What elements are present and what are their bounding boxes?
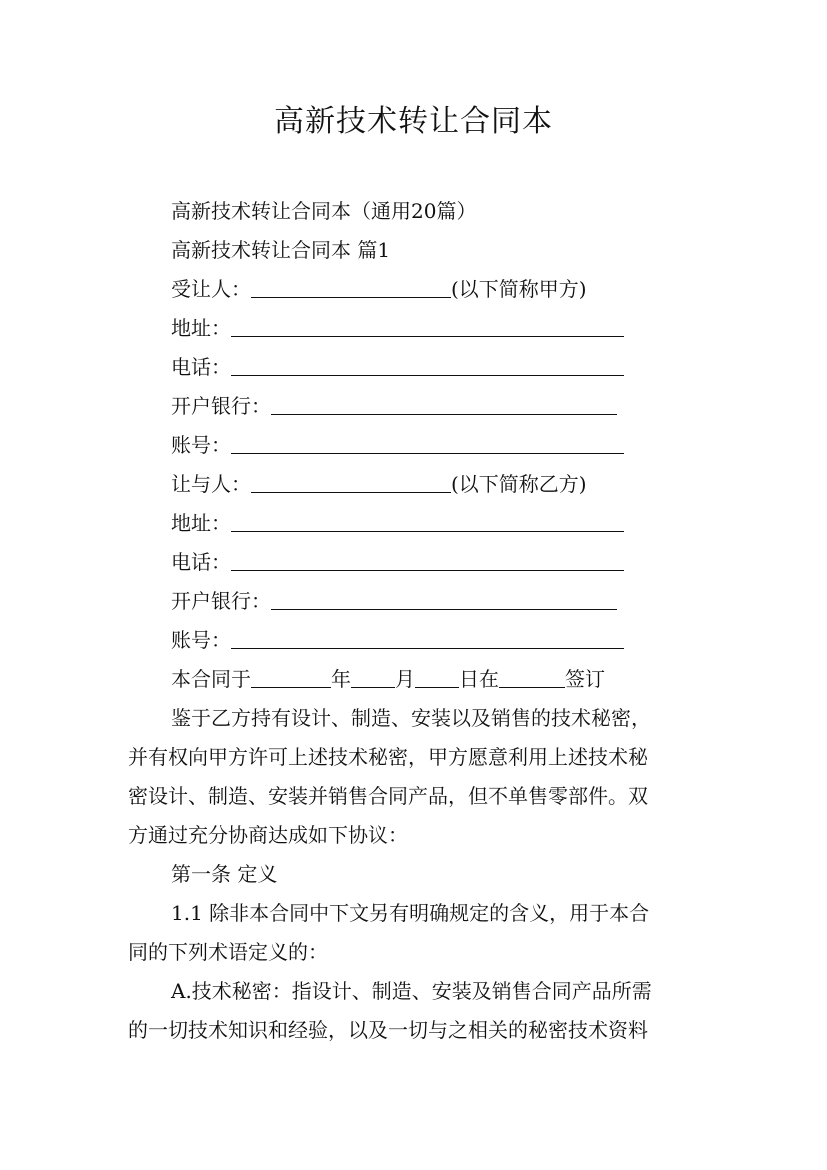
party-a-note: (以下简称甲方) [451,277,587,301]
para1-line: 并有权向甲方许可上述技术秘密，甲方愿意利用上述技术秘 [128,745,648,769]
clause-line: A.技术秘密：指设计、制造、安装及销售合同产品所需 [171,979,652,1003]
party-b-address-line [171,509,624,537]
party-b-note: (以下简称乙方) [451,472,587,496]
signing-prefix: 本合同于 [171,667,251,691]
party-a-label: 受让人： [171,277,251,301]
month-blank [351,667,395,688]
party-b-phone-line [171,548,624,576]
place-blank [499,667,565,688]
party-a-account-label: 账号： [171,433,231,457]
year-blank [251,667,331,688]
party-b-account-blank [231,628,624,649]
party-b-blank [251,472,451,493]
party-b-address-label: 地址： [171,511,231,535]
party-b-account-label: 账号： [171,628,231,652]
party-a-bank-line [171,392,617,420]
subtitle: 高新技术转让合同本（通用20篇） [171,199,477,223]
clause-line: 同的下列术语定义的： [128,940,328,964]
signing-suffix: 签订 [565,667,605,691]
signing-month: 月 [395,667,415,691]
party-b-bank-label: 开户银行： [171,589,271,613]
party-b-account-line [171,626,624,654]
party-a-address-line [171,314,624,342]
party-a-address-blank [231,316,624,337]
para1-line: 密设计、制造、安装并销售合同产品，但不单售零部件。双 [128,784,648,808]
party-a-account-blank [231,433,624,454]
party-a-phone-line [171,353,624,381]
party-b-address-blank [231,511,624,532]
party-a-phone-blank [231,355,624,376]
clause-line: 1.1 除非本合同中下文另有明确规定的含义，用于本合 [171,901,650,925]
para1-line: 鉴于乙方持有设计、制造、安装以及销售的技术秘密， [171,706,651,730]
para1-line: 方通过充分协商达成如下协议： [128,823,408,847]
party-b-phone-label: 电话： [171,550,231,574]
signing-day: 日在 [459,667,499,691]
party-a-blank [251,277,451,298]
party-b-bank-line [171,587,617,615]
document-title: 高新技术转让合同本 [274,104,553,139]
article-heading: 第一条 定义 [171,862,278,886]
party-a-line [171,275,587,303]
day-blank [415,667,459,688]
signing-line [171,665,605,693]
party-a-bank-label: 开户银行： [171,394,271,418]
party-a-bank-blank [271,394,617,415]
section-heading: 高新技术转让合同本 篇1 [171,238,391,262]
signing-year: 年 [331,667,351,691]
party-b-bank-blank [271,589,617,610]
party-b-phone-blank [231,550,624,571]
party-a-account-line [171,431,624,459]
party-b-label: 让与人： [171,472,251,496]
clause-line: 的一切技术知识和经验，以及一切与之相关的秘密技术资料 [128,1018,648,1042]
party-b-line [171,470,587,498]
party-a-address-label: 地址： [171,316,231,340]
party-a-phone-label: 电话： [171,355,231,379]
